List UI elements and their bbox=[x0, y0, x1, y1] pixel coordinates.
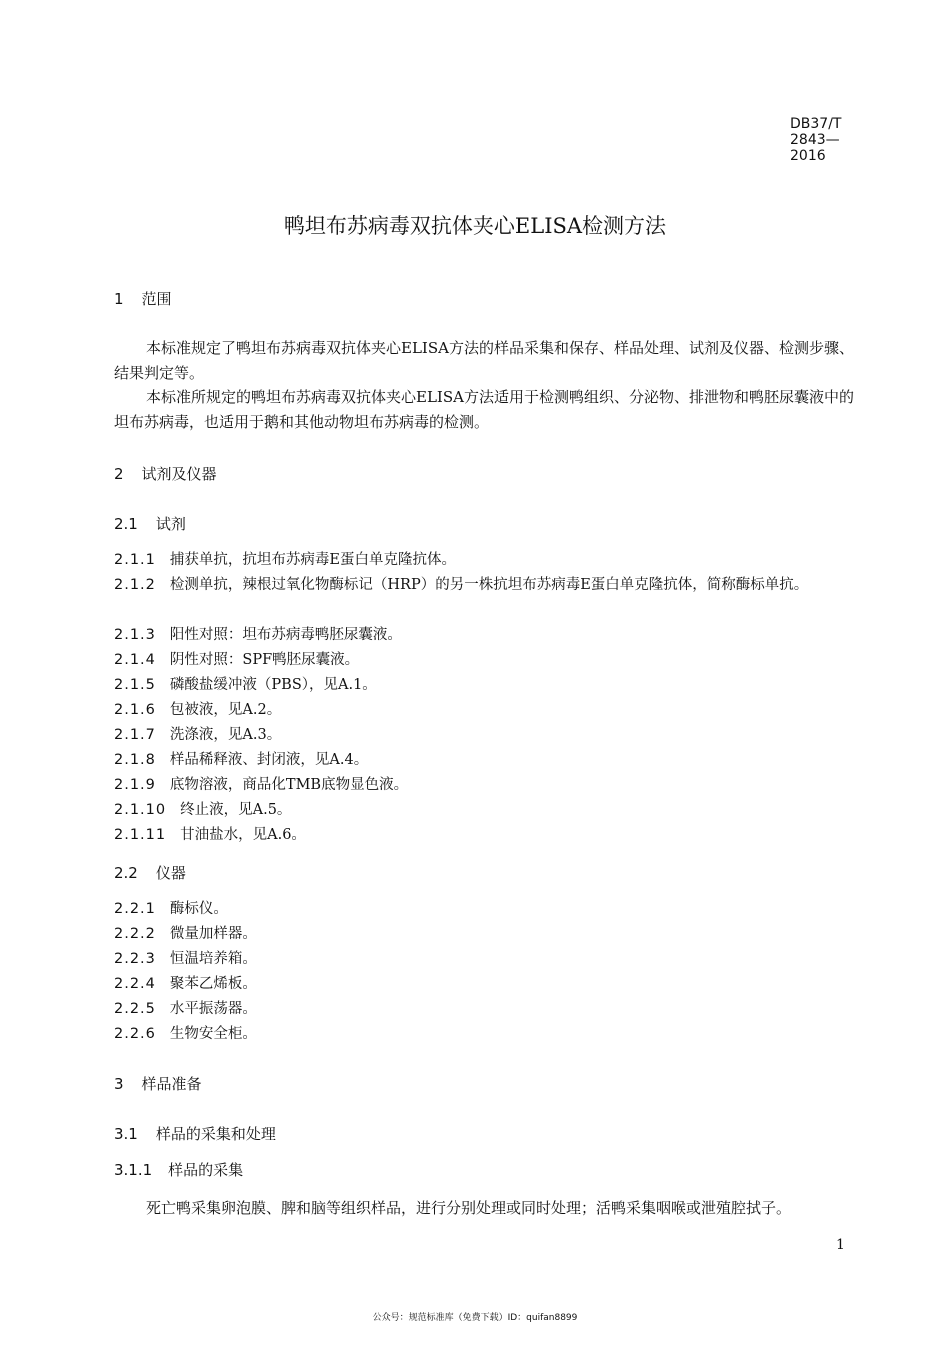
section-number: 2 bbox=[114, 465, 124, 483]
list-item: 2.2.5 水平振荡器。 bbox=[114, 1001, 257, 1017]
paragraph: 本标准所规定的鸭坦布苏病毒双抗体夹心ELISA方法适用于检测鸭组织、分泌物、排泄物和鸭胚尿囊液中的坦布苏病毒，也适用于鹅和其他动物坦布苏病毒的检测。 bbox=[114, 388, 854, 431]
list-item: 2.1.6 包被液，见A.2。 bbox=[114, 702, 282, 718]
list-item: 2.1.5 磷酸盐缓冲液（PBS），见A.1。 bbox=[114, 677, 377, 693]
list-item: 2.1.11 甘油盐水，见A.6。 bbox=[114, 827, 306, 843]
list-item: 2.1.10 终止液，见A.5。 bbox=[114, 802, 292, 818]
section-title: 试剂 bbox=[155, 515, 186, 533]
section-title: 范围 bbox=[141, 290, 172, 308]
paragraph: 本标准规定了鸭坦布苏病毒双抗体夹心ELISA方法的样品采集和保存、样品处理、试剂及仪器、检测步骤、结果判定等。 bbox=[114, 339, 854, 382]
section-title: 试剂及仪器 bbox=[141, 465, 217, 483]
document-title: 鸭坦布苏病毒双抗体夹心ELISA检测方法 bbox=[283, 214, 667, 238]
list-item: 2.2.4 聚苯乙烯板。 bbox=[114, 976, 257, 992]
section-2-1-heading bbox=[114, 513, 186, 534]
list-item: 2.1.4 阴性对照：SPF鸭胚尿囊液。 bbox=[114, 652, 360, 668]
section-number: 3 bbox=[114, 1075, 124, 1093]
list-item: 2.1.8 样品稀释液、封闭液，见A.4。 bbox=[114, 752, 369, 768]
section-3-1-1-heading bbox=[114, 1159, 243, 1180]
section-title: 样品的采集 bbox=[168, 1161, 244, 1179]
list-item: 2.1.9 底物溶液，商品化TMB底物显色液。 bbox=[114, 777, 409, 793]
section-3-heading bbox=[114, 1073, 202, 1094]
section-title: 样品准备 bbox=[141, 1075, 202, 1093]
footer-watermark: 公众号：规范标准库（免费下载）ID：quifan8899 bbox=[372, 1313, 578, 1323]
page-number: 1 bbox=[836, 1237, 845, 1253]
list-item: 2.1.3 阳性对照：坦布苏病毒鸭胚尿囊液。 bbox=[114, 627, 402, 643]
section-number: 3.1 bbox=[114, 1125, 138, 1143]
list-item: 2.1.1 捕获单抗，抗坦布苏病毒E蛋白单克隆抗体。 bbox=[114, 552, 456, 568]
section-number: 2.2 bbox=[114, 864, 138, 882]
list-item: 2.1.7 洗涤液，见A.3。 bbox=[114, 727, 282, 743]
section-3-1-heading bbox=[114, 1123, 276, 1144]
section-number: 2.1 bbox=[114, 515, 138, 533]
standard-code: DB37/T 2843—2016 bbox=[790, 116, 842, 164]
list-item: 2.2.2 微量加样器。 bbox=[114, 926, 257, 942]
section-2-2-heading bbox=[114, 862, 186, 883]
list-item: 2.2.1 酶标仪。 bbox=[114, 901, 228, 917]
section-title: 仪器 bbox=[155, 864, 186, 882]
list-item: 2.2.3 恒温培养箱。 bbox=[114, 951, 257, 967]
paragraph: 死亡鸭采集卵泡膜、脾和脑等组织样品，进行分别处理或同时处理；活鸭采集咽喉或泄殖腔拭子。 bbox=[146, 1199, 792, 1217]
section-number: 3.1.1 bbox=[114, 1161, 153, 1179]
list-item: 2.2.6 生物安全柜。 bbox=[114, 1026, 257, 1042]
section-1-heading bbox=[114, 288, 172, 309]
list-item: 2.1.2 检测单抗，辣根过氧化物酶标记（HRP）的另一株抗坦布苏病毒E蛋白单克隆抗体，简称酶标单抗。 bbox=[114, 577, 809, 593]
section-2-heading bbox=[114, 463, 217, 484]
section-title: 样品的采集和处理 bbox=[155, 1125, 276, 1143]
section-number: 1 bbox=[114, 290, 124, 308]
